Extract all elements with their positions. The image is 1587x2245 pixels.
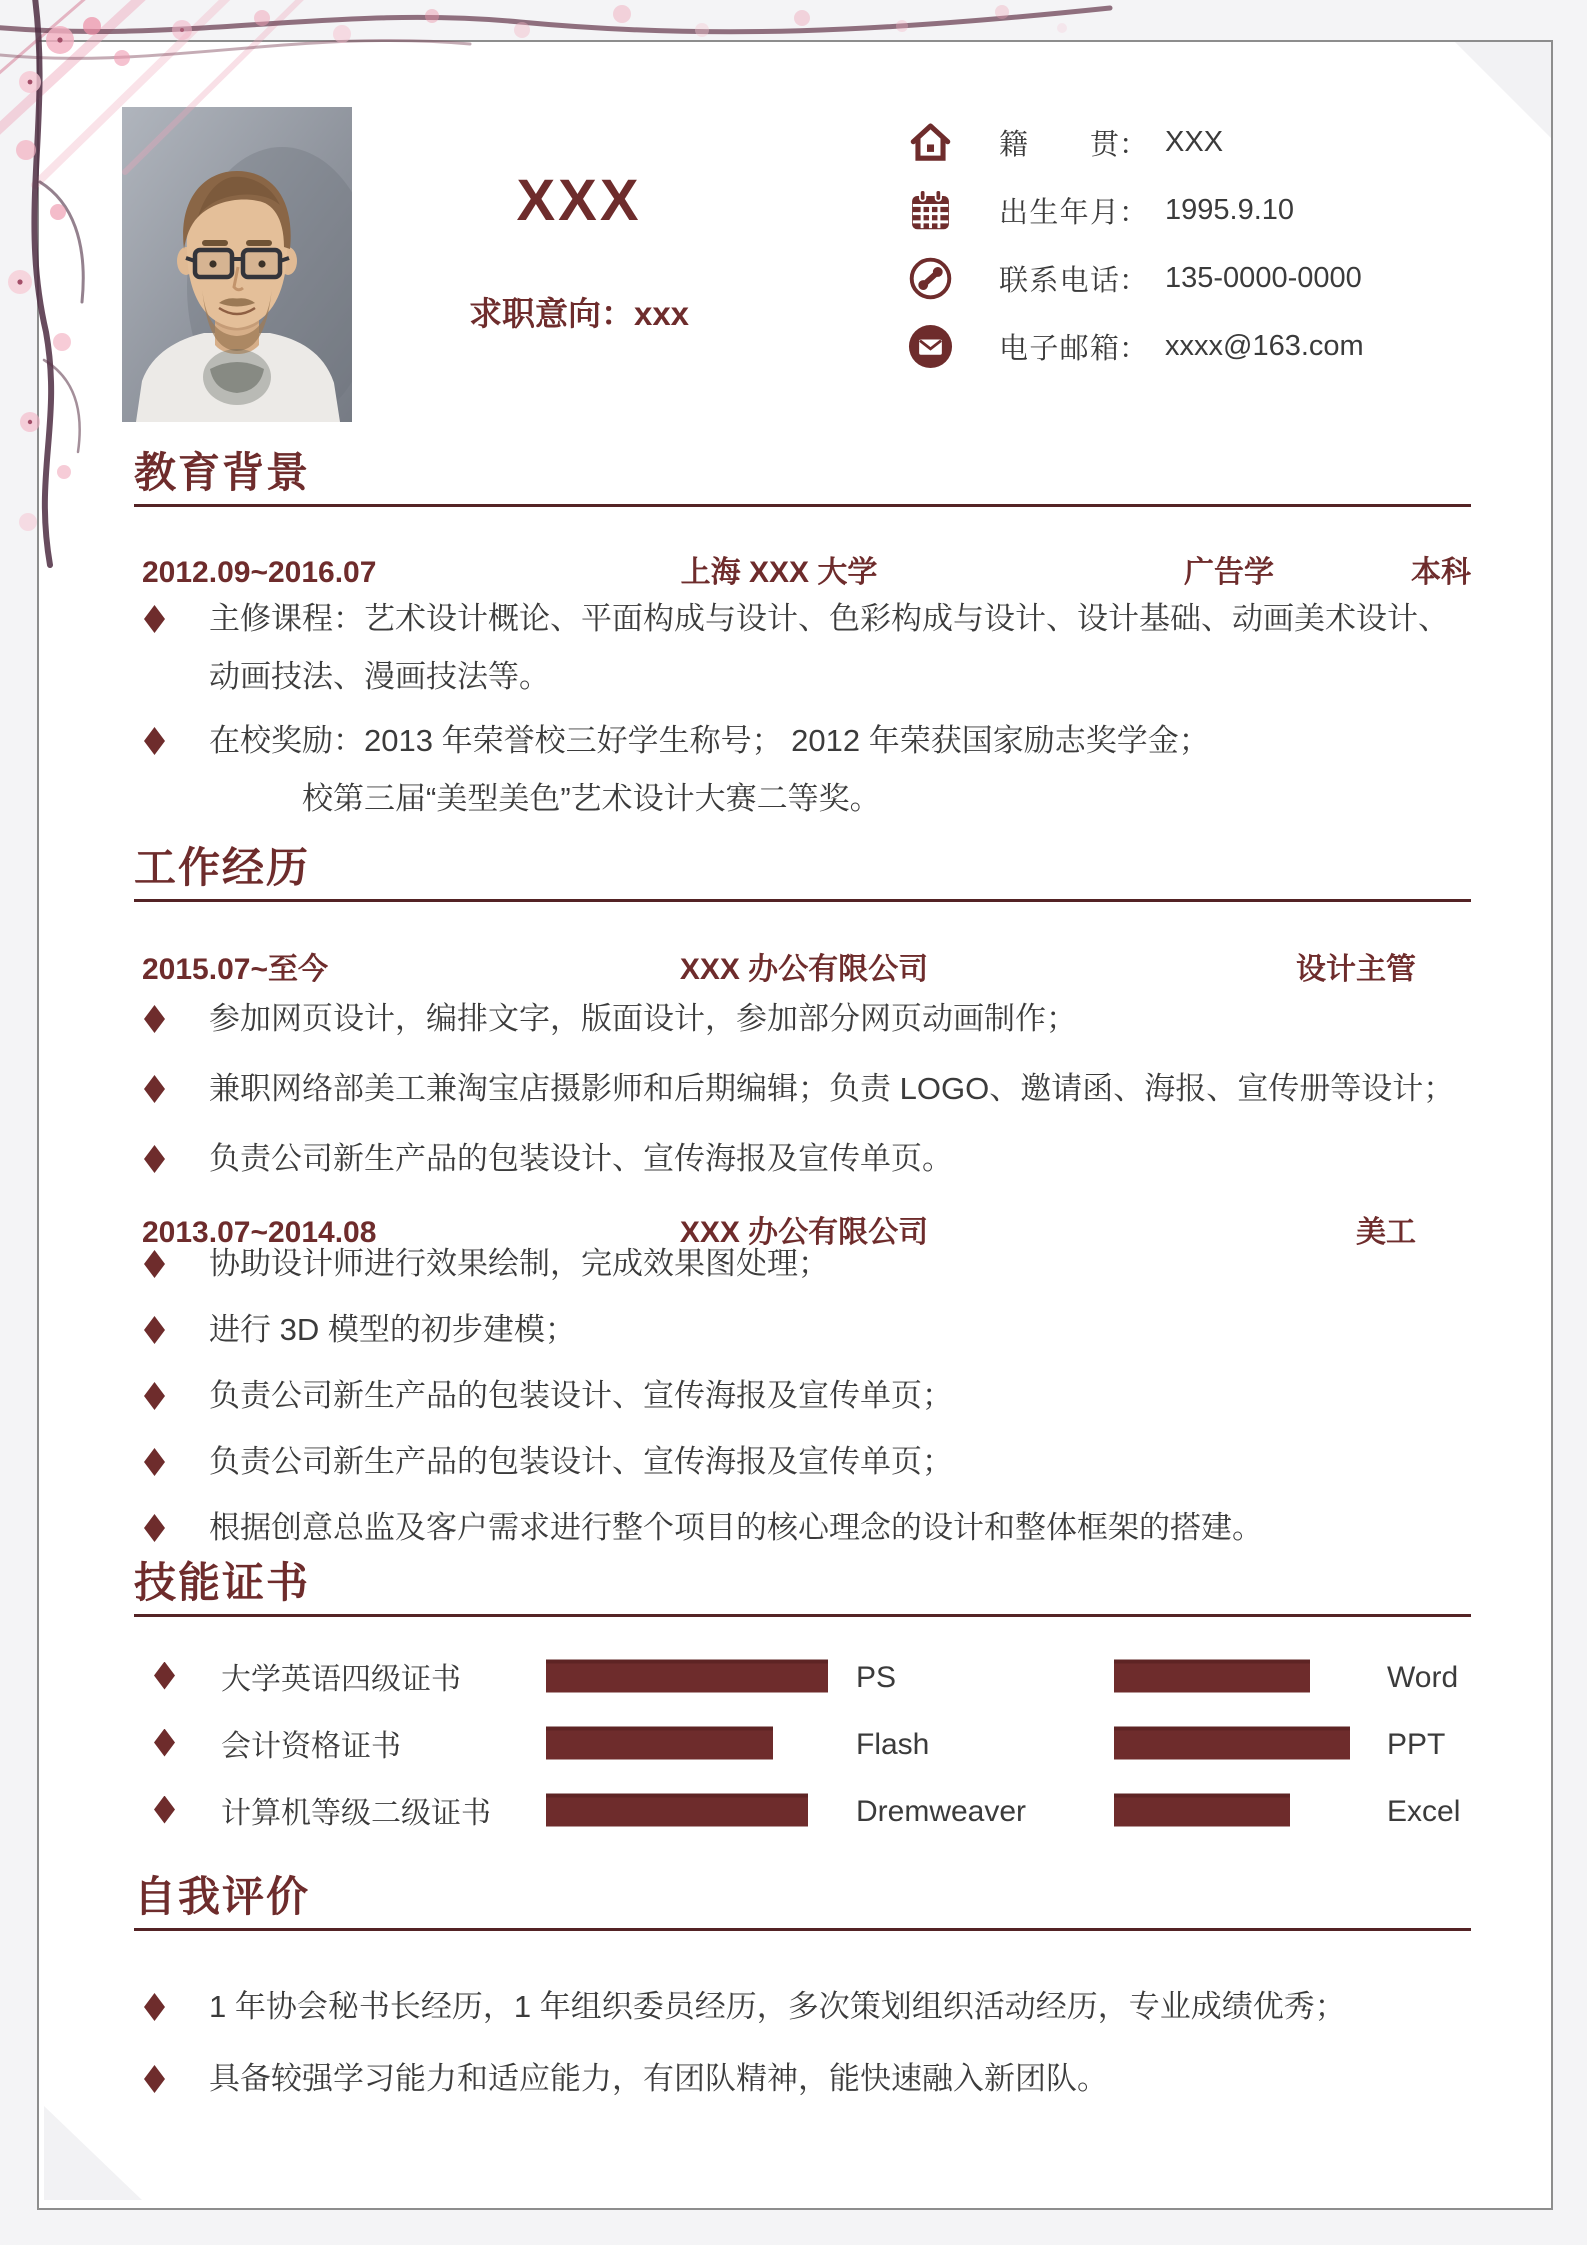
bullet-text: 参加网页设计，编排文字，版面设计，参加部分网页动画制作；: [209, 1001, 1077, 1036]
bullet-text: 负责公司新生产品的包装设计、宣传海报及宣传单页；: [209, 1444, 953, 1479]
skills-rows: [134, 1642, 1471, 1843]
skill-label: Word: [1387, 1660, 1459, 1694]
bullet-text: 协助设计师进行效果绘制，完成效果图处理；: [209, 1246, 829, 1281]
skill-bar: [546, 1793, 808, 1826]
skill-bar: [1114, 1793, 1290, 1826]
list-item: [134, 590, 1471, 706]
skill-label: Dremweaver: [856, 1794, 1027, 1828]
contact-colon: ：: [1119, 264, 1149, 297]
job-position: 设计主管: [1296, 953, 1416, 986]
section-work: [134, 845, 1471, 902]
bullet-text: 具备较强学习能力和适应能力，有团队精神，能快速融入新团队。: [209, 2061, 1108, 2096]
section-self-evaluation: [134, 1874, 1471, 1931]
section-skills: [134, 1560, 1471, 1617]
diamond-bullet-icon: [144, 1448, 165, 1476]
skill-row: [134, 1776, 1471, 1843]
contact-row-birthdate: [907, 176, 1364, 244]
list-item: [134, 2043, 1471, 2115]
contact-colon: ：: [1119, 128, 1149, 161]
skill-label: PS: [856, 1660, 897, 1694]
bullet-line: 主修课程：艺术设计概论、平面构成与设计、色彩构成与设计、设计基础、动画美术设计、: [209, 601, 1449, 636]
education-school: 上海 XXX 大学: [680, 556, 878, 589]
skill-bar: [546, 1726, 773, 1759]
diamond-bullet-icon: [144, 1005, 165, 1033]
certificate-name: 大学英语四级证书: [221, 1662, 461, 1696]
contact-row-hometown: [907, 108, 1364, 176]
diamond-bullet-icon: [144, 1382, 165, 1410]
skill-label: PPT: [1387, 1727, 1446, 1761]
candidate-name: XXX: [516, 168, 642, 233]
education-date: 2012.09~2016.07: [142, 556, 377, 589]
list-item: [134, 1054, 1471, 1124]
diamond-bullet-icon: [154, 1729, 175, 1757]
contact-value-birthdate: 1995.9.10: [1165, 193, 1295, 226]
bullet-text: 兼职网络部美工兼淘宝店摄影师和后期编辑；负责 LOGO、邀请函、海报、宣传册等设计；: [209, 1071, 1455, 1106]
calendar-icon: [907, 187, 954, 234]
home-icon: [907, 119, 954, 166]
corner-triangle-bottom-left: [44, 2106, 142, 2200]
contact-label: 籍贯: [999, 128, 1119, 161]
section-title-self-evaluation: 自我评价: [134, 1873, 311, 1920]
skill-row: [134, 1642, 1471, 1709]
skill-bar: [546, 1659, 828, 1692]
diamond-bullet-icon: [144, 1250, 165, 1278]
section-title-education: 教育背景: [134, 449, 311, 496]
resume-sheet: [37, 40, 1553, 2210]
diamond-bullet-icon: [144, 727, 165, 755]
job-intent: [389, 288, 769, 335]
job-intent-value: xxx: [633, 295, 690, 332]
job-company: XXX 办公有限公司: [679, 1216, 929, 1249]
job-date: 2013.07~2014.08: [142, 1216, 377, 1249]
self-evaluation-bullet-list: [134, 1971, 1471, 2115]
diamond-bullet-icon: [144, 1145, 165, 1173]
bullet-line: 在校奖励：2013 年荣誉校三好学生称号； 2012 年荣获国家励志奖学金；: [209, 723, 1210, 758]
list-item: [134, 1363, 1471, 1429]
identity-block: [389, 170, 769, 335]
phone-icon: [907, 255, 954, 302]
diamond-bullet-icon: [144, 605, 165, 633]
list-item: [134, 984, 1471, 1054]
contact-colon: ：: [1119, 196, 1149, 229]
list-item: [134, 1124, 1471, 1194]
bullet-text: 进行 3D 模型的初步建模；: [209, 1312, 576, 1347]
profile-photo: [122, 107, 352, 422]
section-education: [134, 450, 1471, 507]
skill-label: Flash: [856, 1727, 930, 1761]
skill-label: Excel: [1387, 1794, 1461, 1828]
job-company: XXX 办公有限公司: [679, 953, 929, 986]
list-item: [134, 1297, 1471, 1363]
list-item: [134, 1429, 1471, 1495]
contact-value-phone: 135-0000-0000: [1165, 261, 1362, 294]
list-item: [134, 1971, 1471, 2043]
diamond-bullet-icon: [144, 1514, 165, 1542]
contact-label: 电子邮箱: [999, 332, 1119, 365]
contact-label: 出生年月: [999, 196, 1119, 229]
diamond-bullet-icon: [144, 1316, 165, 1344]
education-degree: 本科: [1411, 556, 1471, 589]
education-major: 广告学: [1184, 556, 1274, 589]
contact-row-email: [907, 312, 1364, 380]
portrait-illustration: [122, 107, 352, 422]
contact-list: [907, 108, 1364, 380]
job-date: 2015.07~至今: [142, 953, 328, 986]
diamond-bullet-icon: [154, 1662, 175, 1690]
job-row: [134, 944, 1471, 988]
contact-colon: ：: [1119, 332, 1149, 365]
job1-bullet-list: [134, 984, 1471, 1194]
bullet-text: 1 年协会秘书长经历，1 年组织委员经历，多次策划组织活动经历，专业成绩优秀；: [209, 1989, 1346, 2024]
contact-row-phone: [907, 244, 1364, 312]
diamond-bullet-icon: [144, 2065, 165, 2093]
education-row: [134, 547, 1471, 591]
corner-triangle-top-right: [1455, 42, 1551, 138]
job-position: 美工: [1356, 1216, 1416, 1249]
education-bullet-list: [134, 590, 1471, 828]
job2-bullet-list: [134, 1231, 1471, 1561]
diamond-bullet-icon: [144, 1075, 165, 1103]
bullet-text: 根据创意总监及客户需求进行整个项目的核心理念的设计和整体框架的搭建。: [209, 1510, 1263, 1545]
email-icon: [907, 323, 954, 370]
bullet-line: 校第三届“美型美色”艺术设计大赛二等奖。: [302, 781, 881, 816]
list-item: [134, 1231, 1471, 1297]
section-title-skills: 技能证书: [134, 1559, 311, 1606]
contact-value-email: xxxx@163.com: [1165, 329, 1364, 362]
diamond-bullet-icon: [144, 1993, 165, 2021]
contact-label: 联系电话: [999, 264, 1119, 297]
bullet-line: 动画技法、漫画技法等。: [209, 659, 550, 694]
skill-bar: [1114, 1659, 1310, 1692]
skill-bar: [1114, 1726, 1350, 1759]
list-item: [134, 712, 1471, 828]
bullet-text: 负责公司新生产品的包装设计、宣传海报及宣传单页；: [209, 1378, 953, 1413]
diamond-bullet-icon: [154, 1796, 175, 1824]
bullet-text: 负责公司新生产品的包装设计、宣传海报及宣传单页。: [209, 1141, 953, 1176]
certificate-name: 计算机等级二级证书: [221, 1796, 491, 1830]
contact-value-hometown: XXX: [1165, 125, 1224, 158]
skill-row: [134, 1709, 1471, 1776]
list-item: [134, 1495, 1471, 1561]
certificate-name: 会计资格证书: [221, 1729, 401, 1763]
job-intent-label: 求职意向：: [468, 295, 634, 332]
section-title-work: 工作经历: [134, 844, 311, 891]
